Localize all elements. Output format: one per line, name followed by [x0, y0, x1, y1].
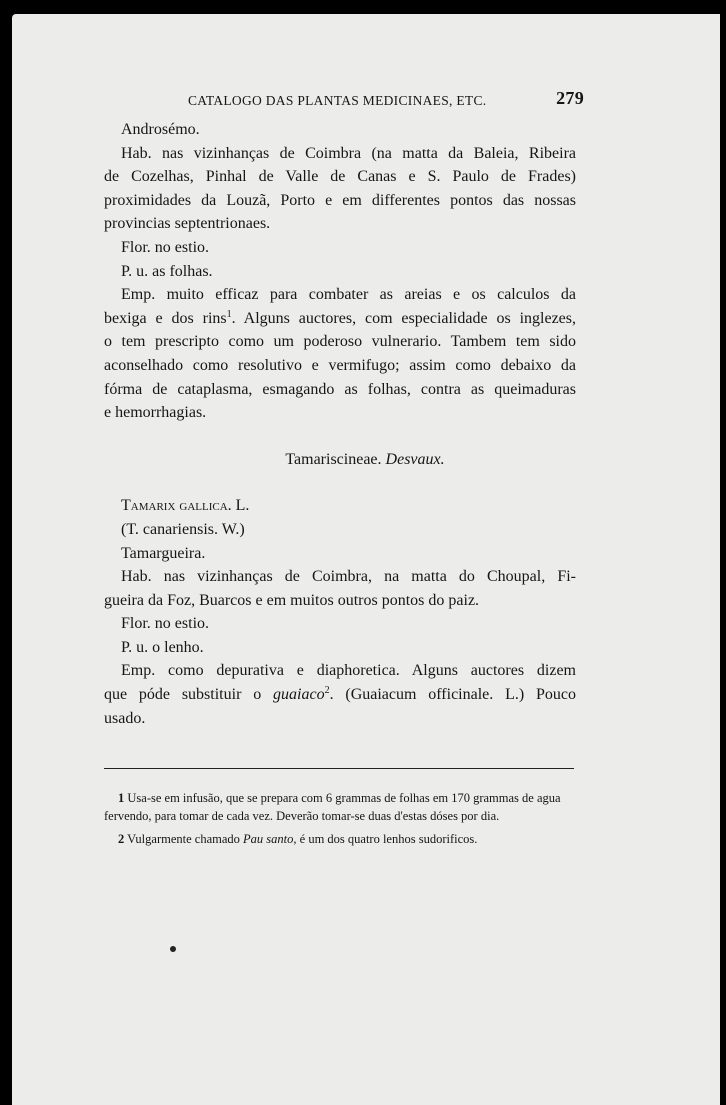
entry2-emp-line: Emp. como depurativa e diaphoretica. Alguns auctores dizem	[121, 662, 576, 680]
footnote-ref[interactable]: 2	[324, 685, 330, 697]
running-header	[188, 90, 584, 112]
spacer	[104, 425, 576, 448]
entry1-emp-line	[104, 307, 576, 331]
species-name: Tamarix gallica.	[121, 497, 232, 515]
footnote-text: Vulgarmente chamado	[127, 832, 240, 846]
ink-speck	[170, 946, 176, 952]
entry1-emp-line: Emp. muito efficaz para combater as areias e os calculos da	[121, 286, 576, 304]
footnote-mark: 1	[118, 791, 125, 805]
entry2-flor: Flor. no estio.	[121, 615, 210, 633]
species-author: L.	[235, 497, 250, 515]
entry2-hab-line: Hab. nas vizinhanças de Coimbra, na matta do Choupal, Fi-	[121, 568, 576, 586]
page-number: 279	[556, 88, 584, 108]
entry1-emp-line: e hemorrhagias.	[104, 404, 207, 422]
entry1-hab-line: de Cozelhas, Pinhal de Valle de Canas e S. Paulo de Frades)	[104, 168, 576, 186]
entry2-emp-line	[104, 683, 576, 707]
footnotes	[104, 790, 574, 855]
entry2-parts-used: P. u. o lenho.	[121, 638, 204, 656]
entry1-hab-line: proximidades da Louzã, Porto e em differentes pontos das nossas	[104, 191, 576, 209]
running-title: CATALOGO DAS PLANTAS MEDICINAES, ETC.	[188, 93, 487, 108]
family-author: Desvaux.	[385, 450, 445, 468]
entry2-synonym: (T. canariensis. W.)	[121, 520, 245, 538]
footnote-ref[interactable]: 1	[226, 308, 232, 320]
entry1-parts-used: P. u. as folhas.	[121, 262, 213, 280]
entry1-name: Androsémo.	[121, 121, 200, 138]
italic-term: guaiaco	[273, 686, 325, 704]
footnote-italic: Pau santo	[243, 832, 294, 846]
entry2-common-name: Tamargueira.	[121, 544, 206, 562]
text-run: que póde substituir o	[104, 686, 262, 704]
footnote-mark: 2	[118, 832, 125, 846]
family-name: Tamariscineae.	[285, 450, 382, 468]
entry1-emp-line: aconselhado como resolutivo e vermifugo; assim como debaixo da	[104, 356, 576, 374]
main-text	[104, 118, 576, 730]
footnote-text: Usa-se em infusão, que se prepara com 6 grammas de folhas em 170 grammas de agua fervendo, para tomar de cada vez. Deverão tomar-se duas d'estas dóses por dia.	[104, 791, 561, 823]
entry1-hab-line: provincias septentrionaes.	[104, 215, 271, 233]
entry2-hab-line: gueira da Foz, Buarcos e em muitos outros pontos do paiz.	[104, 591, 480, 609]
text-run: . Alguns auctores, com especialidade os inglezes,	[231, 309, 577, 327]
footnote-rule	[104, 768, 574, 769]
entry1-emp-line: o tem prescripto como um poderoso vulnerario. Tambem tem sido	[104, 333, 576, 351]
family-heading	[104, 448, 576, 472]
entry1-emp-line: fórma de cataplasma, esmagando as folhas, contra as queimaduras	[104, 380, 576, 398]
entry1-hab-line: Hab. nas vizinhanças de Coimbra (na matta da Baleia, Ribeira	[121, 144, 576, 162]
text-run: . (Guaiacum officinale. L.) Pouco	[329, 686, 576, 704]
entry2-emp-line: usado.	[104, 709, 146, 727]
footnote-1	[104, 790, 574, 825]
footnote-text: , é um dos quatro lenhos sudorificos.	[293, 832, 478, 846]
text-run: bexiga e dos rins	[104, 309, 227, 327]
footnote-2	[104, 831, 574, 849]
spacer	[104, 471, 576, 494]
entry1-flor: Flor. no estio.	[121, 238, 210, 256]
entry2-species	[104, 494, 576, 518]
